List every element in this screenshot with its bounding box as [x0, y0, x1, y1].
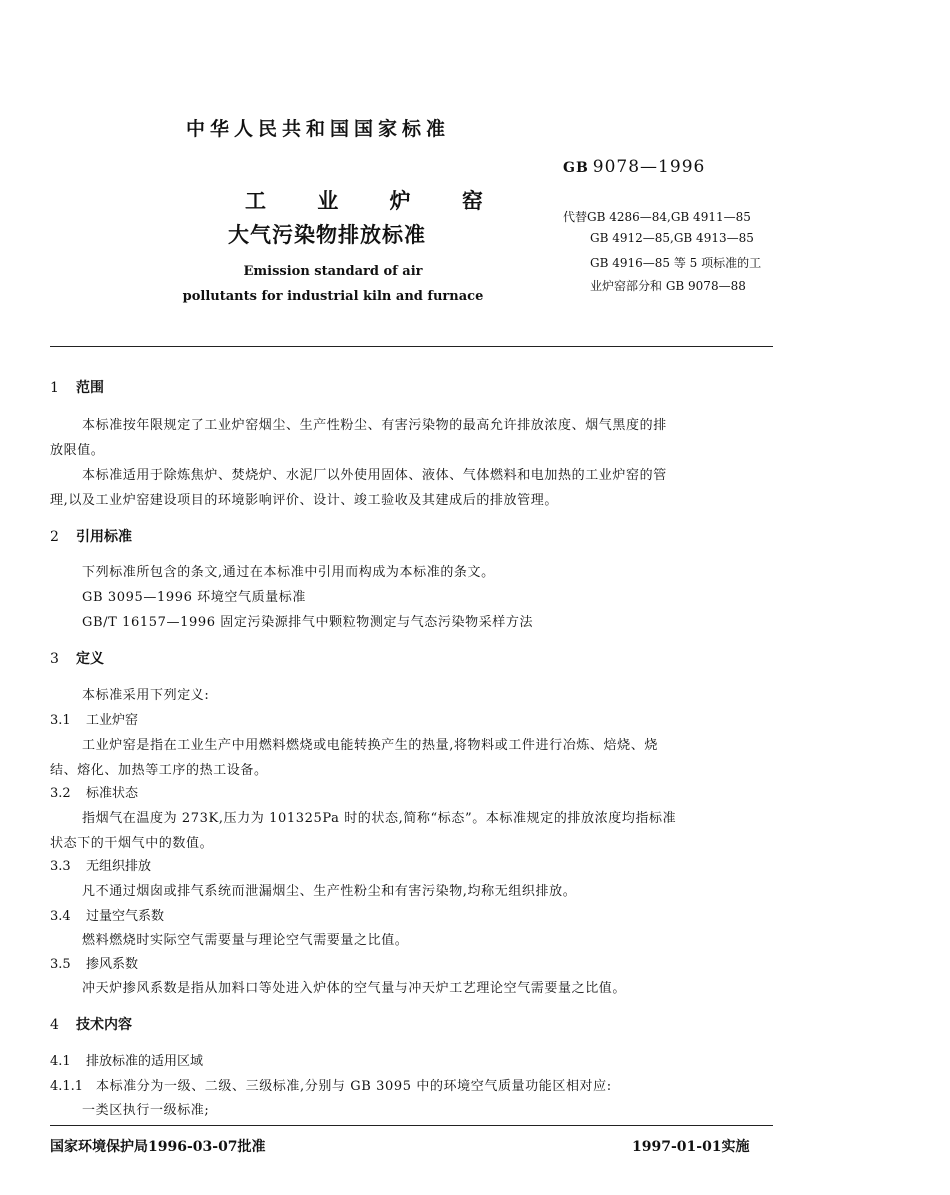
subsection-3-5-heading: 3.5 掺风系数 — [50, 957, 139, 972]
paragraph-line: 冲天炉掺风系数是指从加料口等处进入炉体的空气量与冲天炉工艺理论空气需要量之比值。 — [82, 981, 627, 996]
title-line-2: 大气污染物排放标准 — [228, 223, 426, 247]
gb-prefix: GB — [563, 160, 589, 176]
subsection-3-2-heading: 3.2 标准状态 — [50, 786, 139, 801]
reference-standard: GB 3095—1996 环境空气质量标准 — [82, 590, 306, 605]
supersedes-line: 代替GB 4286—84,GB 4911—85 — [563, 210, 751, 224]
english-title-line-1: Emission standard of air — [243, 264, 423, 279]
section-1-heading: 1 范围 — [50, 380, 104, 396]
paragraph-line: 结、熔化、加热等工序的热工设备。 — [50, 763, 268, 778]
paragraph-line: 本标准按年限规定了工业炉窑烟尘、生产性粉尘、有害污染物的最高允许排放浓度、烟气黑度的排 — [82, 418, 667, 433]
supersedes-line: GB 4912—85,GB 4913—85 — [590, 231, 754, 245]
paragraph-line: 本标准采用下列定义: — [82, 688, 210, 703]
section-3-heading: 3 定义 — [50, 651, 104, 667]
approval-date: 国家环境保护局1996-03-07批准 — [50, 1139, 266, 1155]
clause-4-1-1: 4.1.1 本标准分为一级、二级、三级标准,分别与 GB 3095 中的环境空气质量功能区相对应: — [50, 1079, 612, 1094]
supersedes-line: 业炉窑部分和 GB 9078—88 — [590, 279, 746, 293]
paragraph-line: 指烟气在温度为 273K,压力为 101325Pa 时的状态,简称“标态”。本标准规定的排放浓度均指标准 — [82, 811, 677, 826]
title-line-1: 工 业 炉 窑 — [245, 189, 505, 213]
english-title-line-2: pollutants for industrial kiln and furnace — [182, 289, 484, 304]
paragraph-line: 本标准适用于除炼焦炉、焚烧炉、水泥厂以外使用固体、液体、气体燃料和电加热的工业炉窑的管 — [82, 468, 667, 483]
national-standard-heading: 中华人民共和国国家标准 — [186, 118, 451, 140]
subsection-4-1-heading: 4.1 排放标准的适用区域 — [50, 1054, 204, 1069]
supersedes-line: GB 4916—85 等 5 项标准的工 — [590, 256, 762, 270]
paragraph-line: 工业炉窑是指在工业生产中用燃料燃烧或电能转换产生的热量,将物料或工件进行冶炼、焙烧、烧 — [82, 738, 658, 753]
paragraph-line: 一类区执行一级标准; — [82, 1103, 210, 1118]
section-2-heading: 2 引用标准 — [50, 529, 132, 545]
standard-number — [563, 157, 705, 177]
paragraph-line: 凡不通过烟囱或排气系统而泄漏烟尘、生产性粉尘和有害污染物,均称无组织排放。 — [82, 884, 577, 899]
paragraph-line: 燃料燃烧时实际空气需要量与理论空气需要量之比值。 — [82, 933, 409, 948]
effective-date: 1997-01-01实施 — [632, 1139, 750, 1155]
subsection-3-3-heading: 3.3 无组织排放 — [50, 859, 152, 874]
paragraph-line: 下列标准所包含的条文,通过在本标准中引用而构成为本标准的条文。 — [82, 565, 495, 580]
reference-standard: GB/T 16157—1996 固定污染源排气中颗粒物测定与气态污染物采样方法 — [82, 615, 534, 630]
gb-number: 9078—1996 — [592, 157, 706, 177]
subsection-3-4-heading: 3.4 过量空气系数 — [50, 909, 165, 924]
footer-divider — [50, 1125, 773, 1126]
paragraph-line: 放限值。 — [50, 443, 105, 458]
section-4-heading: 4 技术内容 — [50, 1017, 132, 1033]
paragraph-line: 状态下的干烟气中的数值。 — [50, 836, 214, 851]
header-divider — [50, 346, 773, 347]
subsection-3-1-heading: 3.1 工业炉窑 — [50, 713, 139, 728]
paragraph-line: 理,以及工业炉窑建设项目的环境影响评价、设计、竣工验收及其建成后的排放管理。 — [50, 493, 558, 508]
